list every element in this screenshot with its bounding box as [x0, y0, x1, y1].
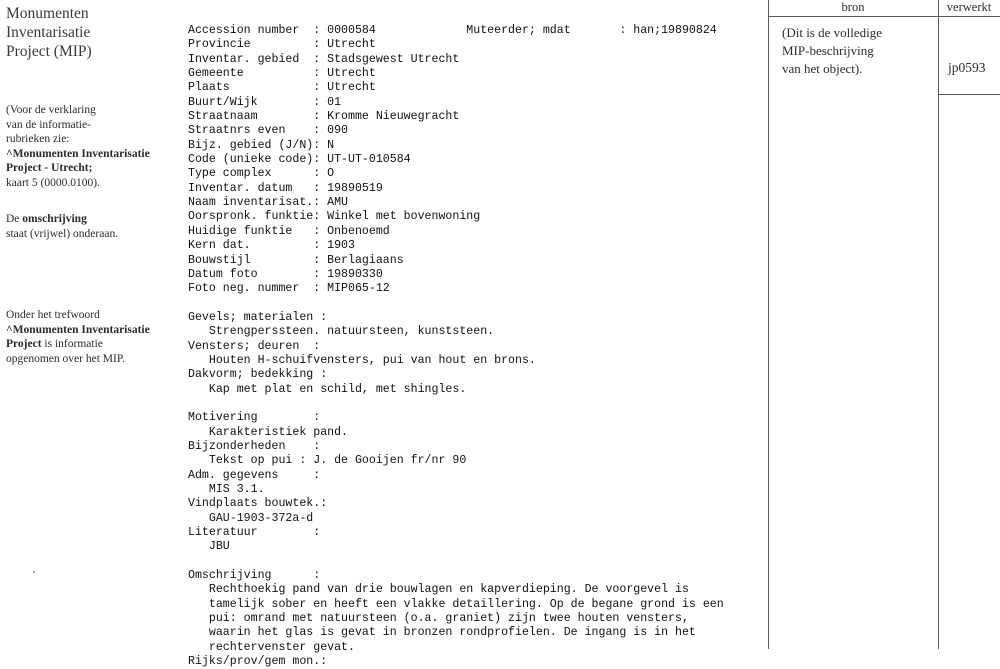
record-field-row: Inventar. datum : 19890519: [188, 181, 383, 195]
record-section-body: Kap met plat en schild, met shingles.: [188, 382, 467, 396]
record-section-heading: Motivering :: [188, 411, 321, 425]
table-header-verwerkt: verwerkt: [946, 0, 992, 14]
table-cell-code: jp0593: [948, 60, 986, 75]
table-border-left: [768, 0, 769, 649]
record-section-heading: Omschrijving :: [188, 569, 321, 583]
record-section-heading: Gevels; materialen :: [188, 310, 328, 324]
record-section-heading: Bijzonderheden :: [188, 439, 321, 453]
record-section-heading: Dakvorm; bedekking :: [188, 368, 328, 382]
record-section-body: Karakteristiek pand.: [188, 425, 349, 439]
document-title: [6, 4, 166, 61]
table-header-bron: bron: [841, 0, 865, 14]
record-field-row: Gemeente : Utrecht: [188, 67, 376, 81]
record-section-heading: Rijks/prov/gem mon.:: [188, 655, 328, 669]
explanation-block-reference: [6, 103, 164, 190]
record-field-row: Huidige funktie : Onbenoemd: [188, 224, 390, 238]
record-section-body: JBU: [188, 540, 230, 554]
explanation-line-6: kaart 5 (0000.0100).: [6, 176, 100, 189]
record-section-heading: Adm. gegevens :: [188, 468, 321, 482]
record-field-row: Code (unieke code): UT-UT-010584: [188, 153, 411, 167]
table-note-line-1: (Dit is de volledige: [782, 25, 883, 40]
record-section-body: pui: omrand met natuursteen (o.a. graniet) zijn twee houten vensters,: [188, 612, 689, 626]
omschrijving-note-line-2: staat (vrijwel) onderaan.: [6, 227, 119, 240]
explanation-line-4: ^Monumenten Inventarisatie: [6, 147, 150, 160]
explanation-line-2: van de informatie-: [6, 118, 91, 131]
table-note-line-2: MIP-beschrijving: [782, 43, 874, 58]
left-explanatory-column: [6, 4, 166, 61]
record-field-row: Datum foto : 19890330: [188, 267, 383, 281]
record-field-row: Foto neg. nummer : MIP065-12: [188, 282, 390, 296]
record-field-row: Kern dat. : 1903: [188, 239, 355, 253]
trefwoord-keyword: Project: [6, 338, 42, 350]
omschrijving-note-prefix: De: [6, 213, 23, 225]
record-field-row: Type complex : O: [188, 167, 335, 181]
table-header-rule: [768, 16, 1000, 17]
record-section-body: Houten H-schuifvensters, pui van hout en brons.: [188, 353, 536, 367]
table-border-middle: [938, 0, 939, 649]
record-field-row: Bouwstijl : Berlagiaans: [188, 253, 404, 267]
explanation-line-3: rubrieken zie:: [6, 133, 70, 145]
record-field-row: Naam inventarisat.: AMU: [188, 196, 349, 210]
record-field-row: Straatnrs even : 090: [188, 124, 349, 138]
trefwoord-line-2: ^Monumenten Inventarisatie: [6, 323, 150, 336]
record-field-row: Inventar. gebied : Stadsgewest Utrecht: [188, 52, 460, 66]
record-section-body: Tekst op pui : J. de Gooijen fr/nr 90: [188, 454, 467, 468]
record-field-row: Provincie : Utrecht: [188, 38, 376, 52]
record-section-body: Rechthoekig pand van drie bouwlagen en kapverdieping. De voorgevel is: [188, 583, 689, 597]
record-spacer: [188, 555, 758, 569]
table-cell-note: [782, 24, 912, 78]
record-field-row: Accession number : 0000584 Muteerder; mdat : han;19890824: [188, 24, 717, 37]
trefwoord-line-1: Onder het trefwoord: [6, 309, 100, 321]
omschrijving-keyword: omschrijving: [22, 213, 87, 225]
record-section-body: tamelijk sober en heeft een vlakke detaillering. Op de begane grond is een: [188, 597, 724, 611]
record-section-heading: Literatuur :: [188, 526, 321, 540]
record-section-heading: Vensters; deuren :: [188, 339, 321, 353]
record-field-row: Oorspronk. funktie: Winkel met bovenwoning: [188, 210, 481, 224]
record-spacer: [188, 297, 758, 311]
record-field-row: Plaats : Utrecht: [188, 81, 376, 95]
trefwoord-line-4: opgenomen over het MIP.: [6, 352, 125, 365]
record-field-row: Bijz. gebied (J/N): N: [188, 138, 335, 152]
record-section-body: GAU-1903-372a-d: [188, 511, 314, 525]
explanation-block-omschrijving: [6, 212, 164, 241]
document-title-line-1: Monumenten: [6, 5, 89, 22]
document-title-line-2: Inventarisatie: [6, 24, 91, 41]
record-section-body: Strengperssteen. natuursteen, kunststeen.: [188, 325, 495, 339]
record-section-heading: Vindplaats bouwtek.:: [188, 497, 328, 511]
record-section-body: MIS 3.1.: [188, 483, 265, 496]
explanation-block-trefwoord: [6, 308, 174, 366]
trefwoord-rest: is informatie: [41, 338, 103, 350]
table-note-line-3: van het object).: [782, 61, 863, 76]
explanation-line-1: (Voor de verklaring: [6, 104, 96, 116]
document-title-line-3: Project (MIP): [6, 43, 92, 60]
record-field-row: Straatnaam : Kromme Nieuwegracht: [188, 110, 460, 124]
omschrijving-note-line-1: [6, 212, 164, 227]
record-spacer: [188, 397, 758, 411]
explanation-line-5: Project - Utrecht;: [6, 162, 93, 174]
record-section-body: rechtervenster gevat.: [188, 640, 355, 654]
mip-record-body: [188, 24, 758, 669]
record-section-body: waarin het glas is gevat in bronzen rondprofielen. De ingang is in het: [188, 626, 696, 640]
table-cell-rule: [938, 94, 1000, 95]
trefwoord-line-3: [6, 337, 174, 352]
page-speck: [33, 571, 35, 573]
record-field-row: Buurt/Wijk : 01: [188, 95, 342, 109]
